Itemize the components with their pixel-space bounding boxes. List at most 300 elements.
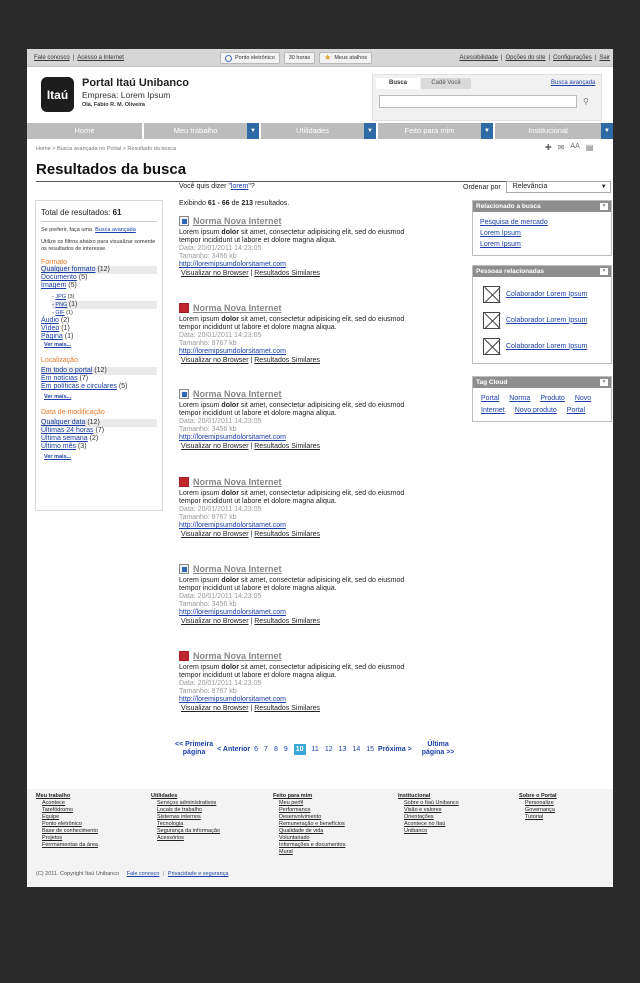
view-in-browser-link[interactable]: Visualizar no Browser <box>180 443 249 450</box>
chevron-down-icon[interactable]: ▼ <box>601 123 613 139</box>
similar-results-link[interactable]: Resultados Similares <box>254 357 320 364</box>
filter-count: (12) <box>87 419 100 426</box>
footer-link[interactable]: Voluntariado <box>279 835 310 841</box>
star-icon: ★ <box>324 53 332 62</box>
avatar-placeholder-icon <box>483 338 500 355</box>
result-url[interactable]: http://loremipsumdolorsitamet.com <box>179 609 286 616</box>
filter-count: (5) <box>78 274 88 281</box>
desc-bold: dolor <box>221 490 239 497</box>
result-size: Tamanho: 3456 kb <box>179 426 237 433</box>
footer-column <box>398 793 459 835</box>
result-title-link[interactable] <box>179 389 409 399</box>
user-greeting: Olá, Fábio R. M. Oliveira <box>82 102 145 108</box>
pagination <box>175 741 454 757</box>
result-actions: Visualizar no Browser | Resultados Similares <box>180 531 320 538</box>
tag-link[interactable]: Internet <box>481 407 505 414</box>
desc-bold: dolor <box>221 402 239 409</box>
filter-label[interactable]: Em políticas e circulares <box>41 383 117 390</box>
page-number-link[interactable]: 6 <box>254 745 259 753</box>
footer-link[interactable]: Tarefódromo <box>42 807 73 813</box>
related-link[interactable]: Pesquisa de mercado <box>480 219 548 226</box>
desc-post: sit amet, consectetur adipisicing elit, sed do eiusmod tempor incididunt ut labore et dolore magna aliqua. <box>179 316 405 331</box>
footer-link[interactable]: Sobre o Itaú Unibanco <box>404 800 459 806</box>
filter-item[interactable] <box>41 427 157 435</box>
page <box>27 49 613 887</box>
desc-bold: dolor <box>221 577 239 584</box>
filter-item[interactable] <box>41 419 157 427</box>
did-you-mean-link[interactable]: lorem <box>230 183 249 190</box>
similar-results-link[interactable]: Resultados Similares <box>254 618 320 625</box>
tag-link[interactable]: Portal <box>566 407 586 414</box>
filter-hint: Utilize os filtros abaixo para visualizar somente os resultados de interesse. <box>41 239 156 252</box>
tab-cade-voce[interactable]: Cadê Você <box>421 78 471 89</box>
nav-institucional-label: Institucional <box>528 126 568 135</box>
ponto-eletronico-button[interactable] <box>220 52 280 64</box>
last-page-label-2: página >> <box>421 749 455 756</box>
sair-link[interactable]: Sair <box>599 55 610 61</box>
30-horas-button[interactable] <box>284 52 315 64</box>
result-description <box>179 577 409 593</box>
total-value: 61 <box>112 208 122 217</box>
acessibilidade-link[interactable]: Acessibilidade <box>459 55 498 61</box>
desc-bold: dolor <box>221 316 239 323</box>
search-input[interactable] <box>379 95 577 108</box>
footer-link[interactable]: Segurança da informação <box>157 828 220 834</box>
footer-link[interactable]: Locais de trabalho <box>157 807 202 813</box>
filter-count: (7) <box>79 375 89 382</box>
tag-link[interactable]: Novo produto <box>514 407 557 414</box>
related-search-box <box>472 200 612 256</box>
did-you-mean <box>179 183 255 190</box>
page-number-link[interactable]: 8 <box>273 745 278 753</box>
footer-link[interactable]: Ferrmamentas da área <box>42 842 98 848</box>
footer-column-title[interactable]: Utilidades <box>151 793 178 799</box>
filter-label[interactable]: Vídeo <box>41 325 60 332</box>
related-link[interactable]: Lorem Ipsum <box>480 241 521 248</box>
page-tools <box>545 143 593 152</box>
filter-item[interactable] <box>41 443 157 451</box>
privacidade-link[interactable]: Privacidade e segurança <box>167 871 229 877</box>
person-item[interactable] <box>483 281 601 307</box>
result-actions: Visualizar no Browser | Resultados Similares <box>180 618 320 625</box>
search-icon[interactable]: ⚲ <box>583 97 589 106</box>
page-number-link[interactable]: 13 <box>338 745 347 753</box>
acesso-internet-link[interactable]: Acesso a Internet <box>77 55 124 61</box>
order-by-select[interactable]: Relevância ▼ <box>506 181 611 193</box>
copyright: (C) 2011. Copyright Itaú Unibanco Fale conosco | Privacidade e segurança <box>36 871 229 877</box>
busca-avancada-link[interactable]: Busca avançada <box>551 80 596 86</box>
result-title-link[interactable] <box>179 216 409 226</box>
result-url[interactable]: http://loremipsumdolorsitamet.com <box>179 522 286 529</box>
order-by-label: Ordenar por <box>463 183 501 191</box>
footer-link[interactable]: Governança <box>525 807 555 813</box>
footer-column <box>151 793 220 842</box>
result-url[interactable]: http://loremipsumdolorsitamet.com <box>179 261 286 268</box>
result-title[interactable]: Norma Nova Internet <box>193 651 282 661</box>
filter-label[interactable]: Qualquer formato <box>41 266 96 273</box>
fale-conosco-link[interactable]: Fale conosco <box>126 871 160 877</box>
footer-column-title[interactable]: Institucional <box>398 793 431 799</box>
tag-link[interactable]: Produto <box>540 395 565 402</box>
search-result <box>179 303 409 365</box>
tag-link[interactable]: Novo <box>574 395 592 402</box>
person-link[interactable]: Colaborador Lorem Ipsum <box>506 342 588 350</box>
tag-cloud-title: Tag Cloud <box>476 379 508 386</box>
desc-pre: Lorem ipsum <box>179 664 220 671</box>
result-date: Data: 20/01/2011 14:23:05 <box>179 332 262 339</box>
pref-text: Se preferir, faça uma <box>41 227 93 233</box>
filter-section-formato: Formato <box>41 259 68 266</box>
filter-count: (5) <box>68 282 77 289</box>
related-search-title: Relacionado a busca <box>476 203 541 210</box>
filter-item[interactable] <box>41 383 157 391</box>
meus-atalhos-button[interactable] <box>319 52 372 64</box>
filter-section-localizacao: Localização <box>41 357 78 364</box>
footer-link[interactable]: Sistemas internos <box>157 814 201 820</box>
footer-column <box>519 793 557 821</box>
results-summary <box>179 200 289 207</box>
desc-bold: dolor <box>221 664 239 671</box>
nav-feito-para-mim[interactable] <box>378 123 495 139</box>
ponto-eletronico-label: Ponto eletrônico <box>235 55 275 61</box>
result-size: Tamanho: 3456 kb <box>179 601 237 608</box>
search-result <box>179 564 409 626</box>
filter-item[interactable] <box>41 274 157 282</box>
document-file-icon <box>179 389 189 399</box>
main-nav <box>27 123 613 139</box>
busca-avancada-link[interactable]: Busca avançada <box>95 227 136 233</box>
filter-sub-label[interactable]: GIF <box>55 310 65 316</box>
nav-meu-trabalho-label: Meu trabalho <box>173 126 218 135</box>
itau-logo[interactable]: Itaú <box>41 77 74 112</box>
footer-link[interactable]: Informações e documentos <box>279 842 346 848</box>
filter-subitem[interactable]: - GIF (1) <box>52 310 73 316</box>
filter-item[interactable] <box>41 282 157 290</box>
footer-link[interactable]: Ponto eletrônico <box>42 821 82 827</box>
filter-sub-label[interactable]: PNG <box>55 302 68 308</box>
chevron-down-icon[interactable]: ▼ <box>481 123 493 139</box>
configuracoes-link[interactable]: Configurações <box>553 55 592 61</box>
similar-results-link[interactable]: Resultados Similares <box>254 705 320 712</box>
nav-meu-trabalho[interactable] <box>144 123 261 139</box>
total-results <box>41 208 157 217</box>
filter-label[interactable]: Áudio <box>41 317 59 324</box>
filter-item[interactable] <box>41 375 157 383</box>
filter-label[interactable]: Em notícias <box>41 375 78 382</box>
result-title-link[interactable] <box>179 303 409 313</box>
footer-link[interactable]: Performance <box>279 807 311 813</box>
nav-institucional[interactable] <box>495 123 613 139</box>
last-page-link[interactable] <box>422 741 455 757</box>
desc-pre: Lorem ipsum <box>179 490 220 497</box>
pdf-file-icon <box>179 303 189 313</box>
tag-list <box>481 393 603 416</box>
view-in-browser-link[interactable]: Visualizar no Browser <box>180 705 249 712</box>
view-in-browser-link[interactable]: Visualizar no Browser <box>180 531 249 538</box>
related-search-header <box>473 201 611 212</box>
page-title: Resultados da busca <box>36 161 187 178</box>
result-title-link[interactable] <box>179 651 409 661</box>
breadcrumb[interactable]: Home > Busca avançada no Portal > Resultado da busca <box>36 146 177 152</box>
tag-link[interactable]: Norma <box>509 395 531 402</box>
page-numbers <box>254 744 374 755</box>
font-size-icon[interactable]: AA <box>570 143 580 150</box>
related-people-box <box>472 265 612 364</box>
filter-label[interactable]: Última semana <box>41 435 88 442</box>
filter-subitem[interactable]: - JPG (3) <box>52 294 75 300</box>
filter-count: (5) <box>118 383 128 390</box>
nav-utilidades-label: Utilidades <box>296 126 329 135</box>
result-title-link[interactable] <box>179 477 409 487</box>
chevron-down-icon[interactable]: ▼ <box>247 123 259 139</box>
filter-sub-label[interactable]: JPG <box>55 294 67 300</box>
footer-column-title[interactable]: Meu trabalho <box>36 793 71 799</box>
result-description <box>179 229 409 245</box>
footer-link[interactable]: Mural <box>279 849 293 855</box>
footer-link[interactable]: Base de conhecimento <box>42 828 98 834</box>
tag-cloud-header <box>473 377 611 388</box>
result-url[interactable]: http://loremipsumdolorsitamet.com <box>179 348 286 355</box>
tag-cloud-box <box>472 376 612 422</box>
filter-section-data: Data de modificação <box>41 409 105 416</box>
result-description <box>179 664 409 680</box>
filter-count: (2) <box>89 435 99 442</box>
view-in-browser-link[interactable]: Visualizar no Browser <box>180 270 249 277</box>
desc-pre: Lorem ipsum <box>179 316 220 323</box>
top-utility-bar: Fale conosco | Acesso a Internet Ponto eletrônico 30 horas ★ Meus atalhos Acessibilidade | Opções do site | Configurações | Sair <box>27 49 613 67</box>
desc-post: sit amet, consectetur adipisicing elit, sed do eiusmod tempor incididunt ut labore et dolore magna aliqua. <box>179 577 405 592</box>
footer-link[interactable]: Orientações <box>404 814 434 820</box>
footer-link[interactable]: Equipe <box>42 814 60 820</box>
first-page-label-1: << Primeira <box>175 741 214 748</box>
desc-pre: Lorem ipsum <box>179 577 220 584</box>
footer-link[interactable]: Visão e valores <box>404 807 442 813</box>
similar-results-link[interactable]: Resultados Similares <box>254 270 320 277</box>
similar-results-link[interactable]: Resultados Similares <box>254 531 320 538</box>
result-description <box>179 316 409 332</box>
result-title[interactable]: Norma Nova Internet <box>193 389 282 399</box>
filter-item[interactable] <box>41 367 157 375</box>
similar-results-link[interactable]: Resultados Similares <box>254 443 320 450</box>
page-number-link[interactable]: 7 <box>264 745 268 753</box>
tag-link[interactable]: Portal <box>481 395 500 402</box>
result-title-link[interactable] <box>179 564 409 574</box>
result-actions: Visualizar no Browser | Resultados Similares <box>180 443 320 450</box>
document-file-icon <box>179 216 189 226</box>
result-size: Tamanho: 8767 kb <box>179 340 237 347</box>
related-people-body <box>473 277 611 363</box>
avatar-placeholder-icon <box>483 286 500 303</box>
collapse-icon[interactable]: ▼ <box>601 379 607 385</box>
desc-pre: Lorem ipsum <box>179 229 220 236</box>
filter-count: (12) <box>94 367 107 374</box>
footer-link[interactable]: Qualidade de vida <box>279 828 324 834</box>
footer-link[interactable]: Acontece <box>42 800 65 806</box>
ver-mais-link[interactable]: Ver mais... <box>44 394 72 400</box>
first-page-link[interactable] <box>175 741 213 757</box>
related-people-title: Pessoas relacionadas <box>476 268 544 275</box>
person-item[interactable] <box>483 307 601 333</box>
fale-conosco-link[interactable]: Fale conosco <box>34 55 70 61</box>
result-url[interactable]: http://loremipsumdolorsitamet.com <box>179 696 286 703</box>
empresa-label: Empresa: Lorem Ipsum <box>82 90 171 100</box>
person-item[interactable] <box>483 333 601 359</box>
filter-count: (1) <box>64 333 74 340</box>
search-result <box>179 216 409 278</box>
search-result <box>179 651 409 713</box>
footer <box>27 789 613 887</box>
desc-bold: dolor <box>221 229 239 236</box>
add-favorite-icon[interactable]: ✚ <box>545 143 552 152</box>
filter-subitem[interactable]: - PNG (1) <box>52 301 157 309</box>
chevron-down-icon[interactable]: ▼ <box>364 123 376 139</box>
footer-link[interactable]: Projetos <box>42 835 63 841</box>
page-number-link[interactable]: 14 <box>352 745 361 753</box>
filter-count: (2) <box>60 317 70 324</box>
page-number-link[interactable]: 15 <box>366 745 375 753</box>
footer-link[interactable]: Acontece no Itaú <box>404 821 446 827</box>
result-size: Tamanho: 3456 kb <box>179 253 237 260</box>
footer-link[interactable]: Meu perfil <box>279 800 304 806</box>
result-date: Data: 20/01/2011 14:23:05 <box>179 593 262 600</box>
order-by <box>463 181 611 193</box>
footer-column-title[interactable]: Sobre o Portal <box>519 793 557 799</box>
ver-mais-link[interactable]: Ver mais... <box>44 454 72 460</box>
pref-hint <box>41 227 157 234</box>
desc-post: sit amet, consectetur adipisicing elit, sed do eiusmod tempor incididunt ut labore et dolore magna aliqua. <box>179 664 405 679</box>
result-date: Data: 20/01/2011 14:23:05 <box>179 245 262 252</box>
filter-label[interactable]: Último mês <box>41 443 77 450</box>
total-label: Total de resultados: <box>41 208 111 217</box>
result-date: Data: 20/01/2011 14:23:05 <box>179 506 262 513</box>
nav-home[interactable] <box>27 123 144 139</box>
collapse-icon[interactable]: ▼ <box>601 268 607 274</box>
footer-link[interactable]: Unibanco <box>404 828 428 834</box>
filter-label[interactable]: Qualquer data <box>41 419 86 426</box>
result-actions: Visualizar no Browser | Resultados Similares <box>180 705 320 712</box>
result-title[interactable]: Norma Nova Internet <box>193 477 282 487</box>
related-search-body <box>473 212 611 255</box>
person-link[interactable]: Colaborador Lorem Ipsum <box>506 290 588 298</box>
result-date: Data: 20/01/2011 14:23:05 <box>179 680 262 687</box>
filter-count: (1) <box>61 325 70 332</box>
filters-panel <box>35 200 163 511</box>
result-title[interactable]: Norma Nova Internet <box>193 564 282 574</box>
desc-pre: Lorem ipsum <box>179 402 220 409</box>
result-actions: Visualizar no Browser | Resultados Similares <box>180 357 320 364</box>
footer-link[interactable]: Acessórios <box>157 835 184 841</box>
desc-post: sit amet, consectetur adipisicing elit, sed do eiusmod tempor incididunt ut labore et dolore magna aliqua. <box>179 229 405 244</box>
email-icon[interactable]: ✉ <box>557 143 565 152</box>
search-result <box>179 389 409 451</box>
meus-atalhos-label: Meus atalhos <box>334 55 368 61</box>
result-date: Data: 20/01/2011 14:23:05 <box>179 418 262 425</box>
did-you-mean-pre: Você quis dizer " <box>179 183 231 190</box>
desc-post: sit amet, consectetur adipisicing elit, sed do eiusmod tempor incididunt ut labore et dolore magna aliqua. <box>179 490 405 505</box>
filter-label[interactable]: Documento <box>41 274 77 281</box>
filter-label[interactable]: Últimas 24 horas <box>41 427 94 434</box>
view-in-browser-link[interactable]: Visualizar no Browser <box>180 618 249 625</box>
avatar-placeholder-icon <box>483 312 500 329</box>
filter-item[interactable] <box>41 333 157 341</box>
filter-item[interactable] <box>41 266 157 274</box>
filter-item[interactable] <box>41 325 157 333</box>
filter-item[interactable] <box>41 435 157 443</box>
filter-item[interactable] <box>41 317 157 325</box>
showing-range: 61 - 66 <box>207 200 230 207</box>
desc-post: sit amet, consectetur adipisicing elit, sed do eiusmod tempor incididunt ut labore et dolore magna aliqua. <box>179 402 405 417</box>
page-number-link[interactable]: 11 <box>311 745 319 753</box>
next-page-link[interactable]: Próxima > <box>378 745 412 753</box>
person-link[interactable]: Colaborador Lorem Ipsum <box>506 316 588 324</box>
related-people-header <box>473 266 611 277</box>
result-title[interactable]: Norma Nova Internet <box>193 303 282 313</box>
collapse-icon[interactable]: ▼ <box>601 203 607 209</box>
tab-busca[interactable]: Busca <box>376 78 420 89</box>
footer-column <box>36 793 98 849</box>
footer-link[interactable]: Personalize <box>525 800 554 806</box>
view-in-browser-link[interactable]: Visualizar no Browser <box>180 357 249 364</box>
footer-link[interactable]: Desenvolvimento <box>279 814 322 820</box>
nav-feito-para-mim-label: Feito para mim <box>404 126 455 135</box>
footer-column <box>273 793 345 856</box>
comment-icon[interactable]: ▤ <box>585 143 594 152</box>
result-size: Tamanho: 8767 kb <box>179 688 237 695</box>
filter-count: (7) <box>95 427 105 434</box>
footer-link[interactable]: Serviços administrativos <box>157 800 217 806</box>
filter-count: (1) <box>66 310 73 316</box>
nav-utilidades[interactable] <box>261 123 378 139</box>
filter-label[interactable]: Página <box>41 333 63 340</box>
footer-link[interactable]: Tutorial <box>525 814 544 820</box>
footer-link[interactable]: Remuneração e benefícios <box>279 821 345 827</box>
result-description <box>179 490 409 506</box>
current-page[interactable]: 10 <box>295 745 304 753</box>
result-size: Tamanho: 8767 kb <box>179 514 237 521</box>
opcoes-site-link[interactable]: Opções do site <box>505 55 546 61</box>
filter-label[interactable]: Em todo o portal <box>41 367 93 374</box>
result-actions: Visualizar no Browser | Resultados Similares <box>180 270 320 277</box>
clock-icon <box>225 55 232 62</box>
divider <box>41 221 157 222</box>
showing-post: resultados. <box>254 200 290 207</box>
ver-mais-link[interactable]: Ver mais... <box>44 342 72 348</box>
showing-de: de <box>231 200 240 207</box>
footer-column-title[interactable]: Feito para mim <box>273 793 313 799</box>
related-link[interactable]: Lorem Ipsum <box>480 230 521 237</box>
portal-title: Portal Itaú Unibanco <box>82 77 189 89</box>
filter-count: (12) <box>97 266 110 273</box>
last-page-label-1: Última <box>427 741 449 748</box>
filter-count: (3) <box>67 294 75 300</box>
filter-count: (1) <box>68 301 78 308</box>
nav-home-label: Home <box>74 126 95 135</box>
pdf-file-icon <box>179 651 189 661</box>
showing-total: 213 <box>241 200 253 207</box>
result-title[interactable]: Norma Nova Internet <box>193 216 282 226</box>
document-file-icon <box>179 564 189 574</box>
filter-count: (3) <box>77 443 87 450</box>
footer-link[interactable]: Tecnologia <box>157 821 184 827</box>
filter-label[interactable]: Imagem <box>41 282 67 289</box>
page-number-link[interactable]: 9 <box>283 745 288 753</box>
prev-page-link[interactable]: < Anterior <box>217 745 251 753</box>
page-number-link[interactable]: 12 <box>324 745 333 753</box>
search-result <box>179 477 409 539</box>
result-url[interactable]: http://loremipsumdolorsitamet.com <box>179 434 286 441</box>
30-horas-label: 30 horas <box>288 55 311 61</box>
tag-cloud-body <box>473 388 611 421</box>
